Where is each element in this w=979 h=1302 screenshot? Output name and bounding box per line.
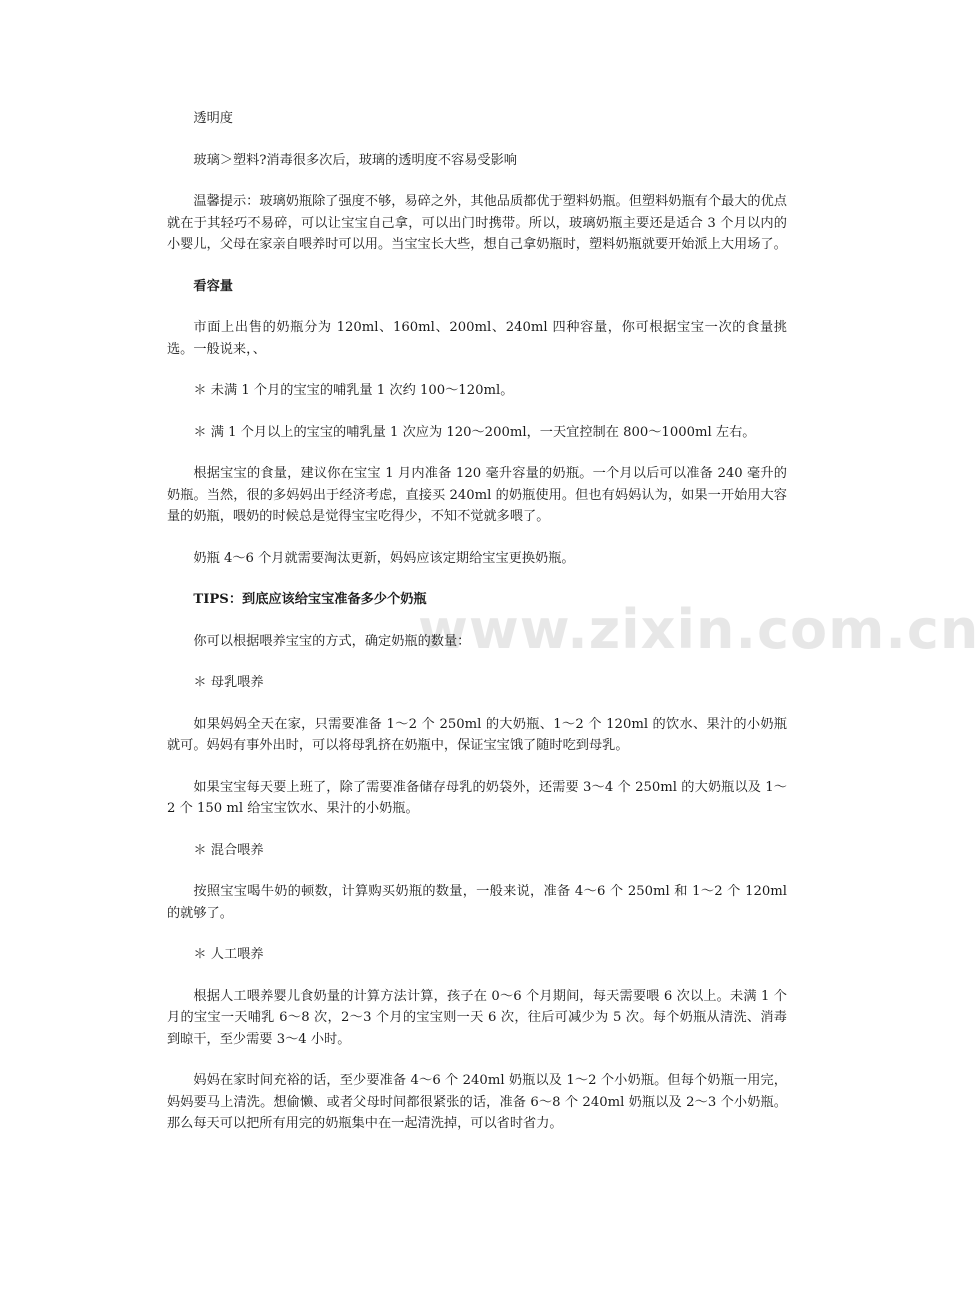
- paragraph: 如果宝宝每天要上班了，除了需要准备储存母乳的奶袋外，还需要 3～4 个 250ml 的大奶瓶以及 1～2 个 150 ml 给宝宝饮水、果汁的小奶瓶。: [167, 779, 787, 816]
- document-body: [167, 108, 787, 1155]
- paragraph: ＊ 未满 1 个月的宝宝的哺乳量 1 次约 100～120ml。: [193, 383, 514, 398]
- paragraph: ＊ 混合喂养: [193, 842, 264, 858]
- paragraph: 玻璃＞塑料?消毒很多次后，玻璃的透明度不容易受影响: [193, 152, 517, 168]
- paragraph: ＊ 满 1 个月以上的宝宝的哺乳量 1 次应为 120～200ml，一天宜控制在 800～1000ml 左右。: [193, 424, 756, 440]
- paragraph: 根据人工喂养婴儿食奶量的计算方法计算，孩子在 0～6 个月期间，每天需要喂 6 次以上。未满 1 个月的宝宝一天哺乳 6～8 次，2～3 个月的宝宝则一天 6 次，往后可减少为 5 次。每个奶瓶从清洗、消毒到晾干，至少需要 3～4 小时。: [167, 988, 787, 1047]
- paragraph: 妈妈在家时间充裕的话，至少要准备 4～6 个 240ml 奶瓶以及 1～2 个小奶瓶。但每个奶瓶一用完，妈妈要马上清洗。想偷懒、或者父母时间都很紧张的话，准备 6～8 个 240ml 奶瓶以及 2～3 个小奶瓶。那么每天可以把所有用完的奶瓶集中在一起清洗掉，可以省时省力。: [167, 1073, 787, 1131]
- section-heading: 看容量: [193, 278, 233, 294]
- paragraph: 奶瓶 4～6 个月就需要淘汰更新，妈妈应该定期给宝宝更换奶瓶。: [193, 550, 575, 566]
- paragraph: 按照宝宝喝牛奶的顿数，计算购买奶瓶的数量，一般来说，准备 4～6 个 250ml 和 1～2 个 120ml 的就够了。: [167, 884, 787, 921]
- paragraph: 根据宝宝的食量，建议你在宝宝 1 月内准备 120 毫升容量的奶瓶。一个月以后可以准备 240 毫升的奶瓶。当然，很的多妈妈出于经济考虑，直接买 240ml 的奶瓶使用。但也有妈妈认为，如果一开始用大容量的奶瓶，喂奶的时候总是觉得宝宝吃得少，不知不觉就多喂了。: [167, 466, 787, 524]
- paragraph: 透明度: [193, 111, 233, 126]
- paragraph: ＊ 母乳喂养: [193, 675, 264, 690]
- paragraph: 市面上出售的奶瓶分为 120ml、160ml、200ml、240ml 四种容量，你可根据宝宝一次的食量挑选。一般说来，、: [167, 320, 787, 357]
- paragraph: 如果妈妈全天在家，只需要准备 1～2 个 250ml 的大奶瓶、1～2 个 120ml 的饮水、果汁的小奶瓶就可。妈妈有事外出时，可以将母乳挤在奶瓶中，保证宝宝饿了随时吃到母乳。: [167, 716, 787, 753]
- paragraph: 你可以根据喂养宝宝的方式，确定奶瓶的数量：: [193, 633, 471, 649]
- section-heading: TIPS：到底应该给宝宝准备多少个奶瓶: [193, 592, 427, 607]
- watermark: www.zixin.com.cn: [418, 598, 979, 661]
- paragraph: 温馨提示：玻璃奶瓶除了强度不够，易碎之外，其他品质都优于塑料奶瓶。但塑料奶瓶有个最大的优点就在于其轻巧不易碎，可以让宝宝自己拿，可以出门时携带。所以，玻璃奶瓶主要还是适合 3 个月以内的小婴儿，父母在家亲自喂养时可以用。当宝宝长大些，想自己拿奶瓶时，塑料奶瓶就要开始派上大用场了。: [167, 194, 787, 252]
- paragraph: ＊ 人工喂养: [193, 947, 264, 962]
